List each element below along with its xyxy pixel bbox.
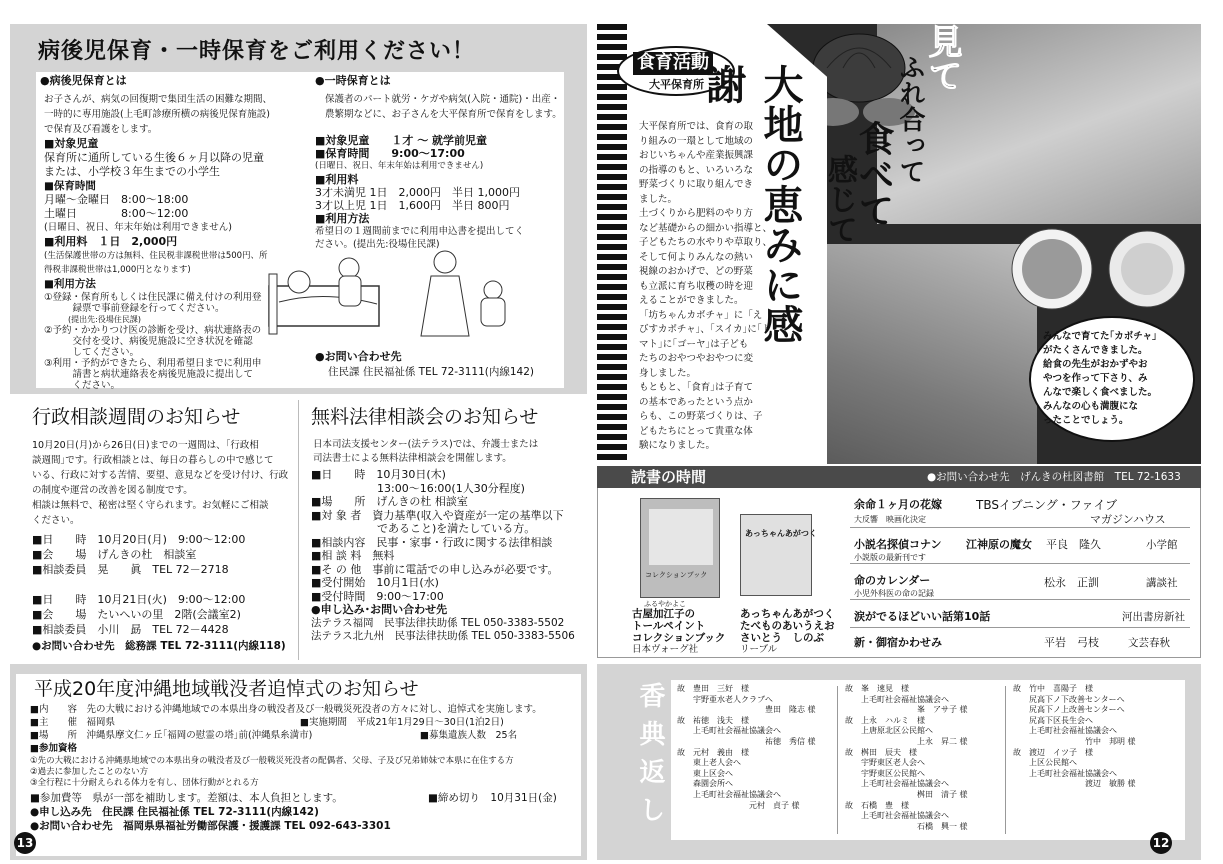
text-line: 森園会所へ bbox=[677, 779, 733, 789]
text-line: 上毛町社会福祉協議会へ bbox=[845, 811, 949, 821]
text-line: 上毛町社会福祉協議会へ bbox=[845, 779, 949, 789]
text-line: の制度や運営の改善を図る制度です。 bbox=[32, 485, 193, 496]
book-note: 大反響 映画化決定 bbox=[854, 515, 926, 524]
page-number-left: 13 bbox=[14, 832, 36, 854]
shokuiku-body bbox=[639, 120, 779, 454]
text-line: ■相談委員 晃 眞 TEL 72－2718 bbox=[32, 563, 229, 576]
text-line: の指導のもと、いろいろな bbox=[639, 164, 754, 176]
text-line: 談週間｣です。行政相談とは、毎日の暮らしの中で感じて bbox=[32, 455, 274, 466]
text-line: マト｣に｢ゴーヤ｣は子ども bbox=[639, 338, 749, 350]
text-line: の基本であったという点か bbox=[639, 396, 753, 408]
book-title: 命のカレンダー bbox=[854, 574, 931, 587]
sub-heading: ■利用方法 bbox=[315, 212, 370, 225]
text-line: ■場 所 げんきの杜 相談室 bbox=[311, 495, 468, 508]
text-line: 野菜づくりに取り組んでき bbox=[639, 179, 754, 190]
book-title: 涙がでるほどいい話第10話 bbox=[854, 610, 991, 623]
text-line: 10月20日(月)から26日(日)までの一週間は、｢行政相 bbox=[32, 440, 259, 451]
headline-see: 見て bbox=[922, 24, 962, 92]
text-line: も立派に育ち収穫の時を迎 bbox=[639, 280, 754, 292]
text-line: 祐徳 秀信 様 bbox=[677, 736, 816, 746]
admin-consult-session-2 bbox=[32, 592, 294, 637]
text-line: ③利用・予約ができたら、利用希望日までに利用申 bbox=[44, 358, 262, 369]
text-line: 竹中 邦明 様 bbox=[1013, 736, 1136, 746]
text-line: ①先の大戦における沖縄県地域での本県出身の戦没者及び一般戦災死没者の配偶者、父母、子及び兄弟姉妹で本県に在住する方 bbox=[30, 756, 514, 766]
text-line: 請書と病状連絡表を病後児施設に提出して bbox=[44, 369, 254, 380]
admin-consult-title: 行政相談週間のお知らせ bbox=[32, 406, 241, 428]
text-line: 豊田 隆志 様 bbox=[677, 705, 816, 715]
memorial-title: 平成20年度沖縄地域戦没者追悼式のお知らせ bbox=[34, 678, 419, 700]
childcare-title: 病後児保育・一時保育をご利用ください！ bbox=[38, 39, 476, 64]
text-line: 上永 昇二 様 bbox=[845, 736, 968, 746]
book-publisher: 河出書房新社 bbox=[1122, 611, 1185, 623]
admin-consult-section bbox=[26, 400, 294, 660]
text-line: みんなの心も満腹にな bbox=[1043, 401, 1139, 412]
text-line: ださい。(提出先:役場住民課) bbox=[315, 239, 440, 250]
cover-title: あっちゃんあがつく bbox=[745, 529, 817, 538]
text-line: ②過去に参加したことのない方 bbox=[30, 767, 149, 777]
text-line: 故 渡辺 イツ子 様 bbox=[1013, 747, 1093, 757]
text-line: ください。 bbox=[32, 515, 80, 526]
text-line: ■会 場 たいへいの里 2階(会議室2) bbox=[32, 608, 241, 621]
book-row bbox=[850, 630, 1190, 654]
shokuiku-panel bbox=[597, 24, 1201, 464]
text-line: 相談は無料で、秘密は堅く守られます。お気軽にご相談 bbox=[32, 500, 269, 511]
text-line: おじいちゃんや産業振興課 bbox=[639, 150, 754, 161]
text-line: 法テラス福岡 民事法律扶助係 TEL 050-3383-5502 bbox=[311, 616, 565, 629]
badge-subtitle: 大平保育所 bbox=[649, 78, 704, 91]
note: (生活保護世帯の方は無料、住民税非課税世帯は500円、所 bbox=[44, 251, 268, 261]
text-line: らも、この野菜づくりは、子 bbox=[639, 411, 763, 422]
text-line: そして何よりみんなの熱い bbox=[639, 251, 754, 263]
sub-heading: ■対象児童 bbox=[44, 137, 99, 150]
text-line: お子さんが、病気の回復期で集団生活の困難な期間、 bbox=[44, 94, 273, 105]
memorial-deadline: ■締め切り 10月31日(金) bbox=[428, 792, 557, 804]
text-line: 故 豊田 三好 様 bbox=[677, 684, 749, 693]
text-line: あっちゃんあがつく bbox=[740, 608, 835, 620]
text-line: ■相談委員 小川 勗 TEL 72－4428 bbox=[32, 623, 229, 636]
koden-column-1 bbox=[677, 684, 837, 811]
text-line: 東上区会へ bbox=[677, 768, 733, 778]
book2-publisher: リーブル bbox=[740, 644, 778, 655]
memorial-fee: ■参加費等 県が一部を補助します。差額は、本人負担とします。 bbox=[30, 792, 343, 804]
temp-care-heading: ●一時保育とは bbox=[315, 74, 391, 87]
text-line: 一時的に専用施設(上毛町診療所横の病後児保育施設) bbox=[44, 109, 270, 120]
text-line: であること)を満たしている方。 bbox=[311, 522, 536, 535]
koden-panel bbox=[597, 664, 1201, 860]
sub-heading: ■保育時間 9:00～17:00 bbox=[315, 147, 465, 160]
memorial-organizer: ■主 催 福岡県 bbox=[30, 717, 115, 728]
text-line: 元村 貞子 様 bbox=[677, 800, 800, 810]
text-line: 「坊ちゃんカボチャ」に「え bbox=[639, 309, 763, 321]
headline-gratitude: 大地の恵みに感謝 bbox=[700, 64, 803, 344]
book-publisher: 文芸春秋 bbox=[1128, 637, 1170, 649]
text-line: り組みの一環として地域の bbox=[639, 135, 754, 147]
text-line: 上毛町社会福祉協議会へ bbox=[677, 789, 781, 799]
text-line: ました。 bbox=[639, 193, 678, 205]
text-line: (提出先:役場住民課) bbox=[44, 315, 141, 324]
text-line: してください。 bbox=[44, 347, 140, 358]
text-line: びすカボチャ」、｢スイカ｣に｢ト bbox=[639, 324, 772, 335]
memorial-panel bbox=[10, 664, 587, 860]
text-line: トールペイント bbox=[632, 620, 706, 632]
sub-heading: ■保育時間 bbox=[44, 180, 96, 192]
text-line: 渡辺 敏勝 様 bbox=[1013, 779, 1136, 789]
text-line: ■日 時 10月21日(火) 9:00～12:00 bbox=[32, 593, 246, 606]
text-line: 宇野亜水老人クラブへ bbox=[677, 694, 773, 704]
book-title: 小説名探偵コナン bbox=[854, 538, 942, 551]
nursing-illustration bbox=[265, 246, 530, 341]
memorial-quota: ■募集遺族人数 25名 bbox=[420, 730, 518, 741]
book1-title bbox=[632, 608, 752, 644]
books-contact: ●お問い合わせ先 げんきの杜図書館 TEL 72-1633 bbox=[927, 471, 1181, 483]
text-line: コレクションブック bbox=[632, 632, 726, 644]
text-line: 上毛町社会福祉協議会へ bbox=[1013, 768, 1117, 778]
text-line: 上毛町社会福祉協議会へ bbox=[1013, 726, 1117, 736]
text-line: など基礎からの細かい指導と、 bbox=[639, 222, 773, 234]
cover-title: コレクションブック bbox=[645, 571, 708, 579]
sub-heading: ■利用料 bbox=[315, 173, 359, 186]
memorial-place: ■場 所 沖縄県摩文仁ヶ丘｢福岡の慰霊の塔｣前(沖縄県糸満市) bbox=[30, 730, 313, 741]
koden-title: 香典返し bbox=[635, 682, 665, 834]
text-line: やつを作って下さり、み bbox=[1043, 373, 1148, 384]
note: (日曜日、祝日、年末年始は利用できません) bbox=[315, 161, 484, 171]
text-line: 農繁期などに、お子さんを大平保育所で保育をします。 bbox=[325, 109, 562, 120]
memorial-eligibility-heading: ■参加資格 bbox=[30, 743, 77, 754]
temp-care-details bbox=[315, 134, 565, 251]
books-title: 読書の時間 bbox=[631, 468, 707, 486]
text-line: 交付を受け、病後児施設に空き状況を確認 bbox=[44, 336, 253, 347]
memorial-contact: ●お問い合わせ先 福岡県県福祉労働部保護・援護課 TEL 092-643-3301 bbox=[30, 820, 391, 832]
book1-publisher: 日本ヴォーグ社 bbox=[632, 644, 699, 655]
text-line: もともと、｢食育｣は子育て bbox=[639, 382, 754, 393]
text-line: ■会 場 げんきの杜 相談室 bbox=[32, 548, 197, 561]
sub-heading: ■利用料 １日 2,000円 bbox=[44, 235, 178, 248]
text-line: 故 竹中 喜陽子 様 bbox=[1013, 684, 1093, 693]
divider bbox=[837, 686, 838, 834]
text-line: ■相 談 料 無料 bbox=[311, 549, 395, 562]
text-line: 録票で事前登録を行ってください。 bbox=[44, 303, 225, 314]
text-line: 尻高下区長生会へ bbox=[1013, 715, 1093, 725]
text-line: 験になりました。 bbox=[639, 440, 716, 451]
memorial-content: ■内 容 先の大戦における沖縄地域での本県出身の戦没者及び一般戦災死没者の方々に対し、追悼式を実施します。 bbox=[30, 704, 542, 715]
text-line: ■対 象 者 資力基準(収入や資産が一定の基準以下 bbox=[311, 508, 564, 522]
text-line: がたくさんできました。 bbox=[1043, 345, 1148, 356]
text-line: 希望日の１週間前までに利用申込書を提出してく bbox=[315, 226, 525, 237]
text-line: いる、行政に対する苦情、要望、意見などを受け付け、行政 bbox=[32, 470, 289, 481]
book-title-2: 江神原の魔女 bbox=[966, 538, 1032, 551]
text-line: 司法書士による無料法律相談会を開催します。 bbox=[313, 453, 512, 464]
text-line: ■受付開始 10月1日(水) bbox=[311, 576, 439, 589]
text-line: ■受付時間 9:00～17:00 bbox=[311, 589, 444, 603]
koden-list bbox=[671, 680, 1185, 840]
childcare-panel bbox=[10, 24, 587, 394]
book-author: TBSイブニング・ファイブ bbox=[976, 498, 1118, 512]
text-line: 上毛町社会福祉協議会へ bbox=[677, 726, 781, 736]
text-line: さいとう しのぶ bbox=[740, 632, 824, 644]
text-line: 子どもたちの水やりや草取り、 bbox=[639, 237, 773, 248]
legal-consult-section bbox=[298, 400, 588, 660]
page-number-right: 12 bbox=[1150, 832, 1172, 854]
headline-touch: ふれ合って bbox=[895, 54, 925, 184]
speech-bubble-text bbox=[1043, 330, 1193, 428]
koden-column-3 bbox=[1013, 684, 1181, 790]
memorial-eligibility bbox=[30, 756, 590, 789]
text-line: ください。 bbox=[44, 380, 121, 391]
book-publisher: 講談社 bbox=[1146, 577, 1178, 589]
text-line: 古屋加江子の bbox=[632, 608, 695, 620]
text-line: 上区公民館へ bbox=[1013, 758, 1077, 768]
book-row bbox=[850, 530, 1190, 564]
book2-title bbox=[740, 608, 850, 644]
text-line: ■相談内容 民事・家事・行政に関する法律相談 bbox=[311, 535, 553, 549]
badge-title: 食育活動 bbox=[633, 52, 713, 75]
text-line: ■そ の 他 事前に電話での申し込みが必要です。 bbox=[311, 562, 559, 576]
text-line: 上唐原北区公民館へ bbox=[845, 726, 933, 736]
text-line: ②予約・かかりつけ医の診断を受け、病状連絡表の bbox=[44, 325, 262, 336]
text-line: 故 上永 ハルミ 様 bbox=[845, 715, 925, 725]
film-strip-edge bbox=[597, 24, 627, 464]
text-line: 視線のおかげで、どの野菜 bbox=[639, 266, 753, 277]
text-line: 上毛町社会福祉協議会へ bbox=[845, 694, 949, 704]
text-line: 身しました。 bbox=[639, 367, 697, 379]
text-line: みんなで育てた｢カボチャ｣ bbox=[1043, 331, 1157, 342]
text-line: または、小学校３年生までの小学生 bbox=[44, 165, 220, 178]
sick-care-heading: ●病後児保育とは bbox=[40, 74, 127, 87]
text-line: えることができました。 bbox=[639, 295, 744, 306]
childcare-contact: 住民課 住民福祉係 TEL 72-3111(内線142) bbox=[328, 366, 535, 378]
text-line: 故 祐徳 浅夫 様 bbox=[677, 715, 749, 725]
text-line: 13:00～16:00(1人30分程度) bbox=[311, 481, 525, 495]
text-line: 東上老人会へ bbox=[677, 758, 741, 768]
text-line: 日本司法支援センター(法テラス)では、弁護士または bbox=[313, 439, 539, 450]
book-row bbox=[850, 602, 1190, 628]
book1-ruby: ふるやかよこ bbox=[644, 600, 686, 608]
cover-art bbox=[649, 509, 713, 565]
text-line: 故 元村 義由 様 bbox=[677, 747, 749, 757]
note: 得税非課税世帯は1,000円となります) bbox=[44, 265, 191, 275]
temp-care-intro bbox=[325, 92, 565, 122]
legal-consult-details bbox=[311, 468, 589, 644]
admin-consult-contact: ●お問い合わせ先 総務課 TEL 72-3111(内線118) bbox=[32, 640, 286, 652]
text-line: 保護者のパート就労・ケガや病気(入院・通院)・出産・ bbox=[325, 94, 561, 105]
book-title: 新・御宿かわせみ bbox=[854, 636, 942, 649]
text-line: んなで楽しく食べました。 bbox=[1043, 387, 1158, 398]
headline-eat: 食べて bbox=[853, 120, 894, 228]
childcare-contact-heading: ●お問い合わせ先 bbox=[315, 350, 402, 363]
sick-care-intro bbox=[44, 92, 314, 137]
book-author: 平良 隆久 bbox=[1046, 538, 1101, 551]
admin-consult-session-1 bbox=[32, 532, 294, 577]
admin-consult-body bbox=[32, 438, 294, 528]
book-row bbox=[850, 494, 1190, 528]
book-author: 松永 正訓 bbox=[1044, 576, 1099, 589]
text-line: 法テラス北九州 民事法律扶助係 TEL 050-3383-5506 bbox=[311, 630, 575, 642]
text-line: たちのおやつやおやつに変 bbox=[639, 353, 754, 364]
text-line: ■日 時 10月30日(木) bbox=[311, 468, 446, 481]
text-line: ったことでしょう。 bbox=[1043, 415, 1129, 426]
memorial-period: ■実施期間 平成21年1月29日～30日(1泊2日) bbox=[300, 717, 504, 728]
text-line: 月曜～金曜日 8:00～18:00 bbox=[44, 193, 189, 206]
book-author: 平岩 弓枝 bbox=[1044, 636, 1099, 649]
text-line: 尻高下ノ下改善センターへ bbox=[1013, 694, 1125, 704]
text-line: 3才以上児 1日 1,600円 半日 800円 bbox=[315, 199, 510, 212]
text-line: 給食の先生がおかずやお bbox=[1043, 359, 1148, 370]
text-line: 桝田 清子 様 bbox=[845, 789, 968, 799]
note: (日曜日、祝日、年末年始は利用できません) bbox=[44, 222, 232, 233]
text-line: 大平保育所では、食育の取 bbox=[639, 121, 754, 132]
text-line: 土づくりから肥料のやり方 bbox=[639, 208, 754, 219]
text-line: 土曜日 8:00～12:00 bbox=[44, 207, 189, 220]
text-line: 峯 アサ子 様 bbox=[845, 705, 968, 715]
legal-consult-title: 無料法律相談会のお知らせ bbox=[311, 406, 539, 428]
book-title: 余命１ヶ月の花嫁 bbox=[854, 498, 942, 511]
book-note: 小説版の最新刊です bbox=[854, 553, 926, 562]
book-row bbox=[850, 566, 1190, 600]
sub-heading: ■対象児童 １才 ～ 就学前児童 bbox=[315, 134, 488, 147]
sub-heading: ■利用方法 bbox=[44, 278, 96, 290]
book-note: 小児外科医の命の記録 bbox=[854, 589, 934, 598]
text-line: 保育所に通所している生後６ヶ月以降の児童 bbox=[44, 151, 264, 164]
headline-feel: 感じて bbox=[822, 154, 857, 244]
text-line: どもたちにとって貴重な体 bbox=[639, 425, 753, 437]
text-line: ③全行程に十分耐えられる体力を有し、団体行動がとれる方 bbox=[30, 778, 259, 788]
text-line: で保育及び看護をします。 bbox=[44, 124, 158, 135]
books-header bbox=[597, 466, 1201, 488]
koden-column-2 bbox=[845, 684, 1005, 832]
text-line: 3才未満児 1日 2,000円 半日 1,000円 bbox=[315, 186, 520, 199]
book-publisher: 小学館 bbox=[1146, 539, 1178, 551]
text-line: たべものあいうえお bbox=[740, 620, 835, 632]
text-line: ●申し込み･お問い合わせ先 bbox=[311, 603, 448, 616]
text-line: ■日 時 10月20日(月) 9:00～12:00 bbox=[32, 533, 246, 546]
book-publisher: マガジンハウス bbox=[1090, 513, 1166, 526]
text-line: 石橋 興一 様 bbox=[845, 821, 968, 831]
books-section bbox=[597, 488, 1201, 658]
text-line: 宇野東区老人会へ bbox=[845, 758, 925, 768]
legal-consult-intro bbox=[313, 438, 589, 466]
text-line: 故 石橋 豊 様 bbox=[845, 800, 909, 810]
text-line: 宇野東区公民館へ bbox=[845, 768, 925, 778]
book-cover-tole-paint bbox=[640, 498, 720, 598]
text-line: 故 峯 速見 様 bbox=[845, 684, 909, 693]
food-bowls-image bbox=[997, 224, 1197, 314]
text-line: 尻高下ノ上改善センターへ bbox=[1013, 705, 1125, 715]
divider bbox=[1005, 686, 1006, 834]
book-cover-acchan bbox=[740, 514, 817, 596]
memorial-apply: ●申し込み先 住民課 住民福祉係 TEL 72-3111(内線142) bbox=[30, 806, 319, 818]
book-list bbox=[850, 494, 1190, 654]
text-line: ①登録・保育所もしくは住民課に備え付けの利用登 bbox=[44, 292, 262, 303]
text-line: 故 桝田 辰夫 様 bbox=[845, 747, 917, 757]
